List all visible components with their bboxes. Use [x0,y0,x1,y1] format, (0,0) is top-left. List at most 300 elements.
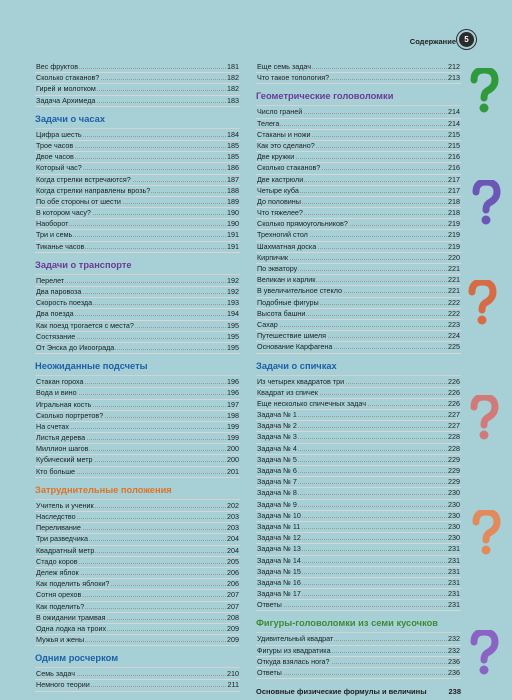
toc-entry [256,488,461,499]
toc-column-left [35,62,240,692]
question-mark-icon [468,630,500,676]
toc-entry [256,309,461,320]
toc-entry-page: 195 [227,320,239,330]
toc-entry-title: Удивительный квадрат [257,634,334,644]
toc-entry-page: 186 [227,163,239,173]
toc-entry-page: 231 [448,577,460,587]
toc-entry [35,455,240,466]
toc-entry-page: 231 [448,589,460,599]
toc-entry-page: 226 [448,387,460,397]
toc-entry-page: 190 [227,208,239,218]
dot-leader [256,326,447,327]
toc-entry [256,331,461,342]
toc-entry-page: 194 [227,309,239,319]
toc-entry-page: 230 [448,533,460,543]
section-heading: Задачи о спичках [256,360,337,371]
toc-entry-title: Ответы [257,600,282,610]
toc-entry [256,511,461,522]
toc-entry [35,602,240,613]
toc-column-right [256,62,461,696]
toc-entry [256,219,461,230]
toc-entry-title: Квадратный метр [36,545,95,555]
question-mark-dot [482,546,491,555]
toc-entry [256,163,461,174]
section-heading: Задачи о часах [35,113,105,124]
toc-entry-page: 217 [448,174,460,184]
toc-entry-title: Высота башни [257,308,306,318]
toc-entry [35,579,240,590]
toc-entry-title: Задача № 17 [257,589,301,599]
question-mark-icon [466,280,498,326]
toc-entry [35,512,240,523]
toc-entry [256,130,461,141]
toc-entry-page: 226 [448,398,460,408]
toc-entry-title: В котором часу? [36,208,91,218]
toc-entry-page: 221 [448,286,460,296]
toc-entry [35,680,240,691]
toc-entry-title: Кто больше [36,466,76,476]
toc-entry-page: 204 [227,534,239,544]
toc-entry-title: Великан и карлик [257,275,316,285]
toc-entry-title: Стадо коров [36,556,78,566]
toc-entry-title: Основание Карфагена [257,342,333,352]
toc-entry [256,432,461,443]
toc-entry-title: Что такое топология? [257,73,330,83]
toc-entry-title: Задача № 3 [257,432,297,442]
toc-entry [256,107,461,118]
toc-entry-title: Задача № 14 [257,555,301,565]
toc-entry [256,197,461,208]
toc-entry-page: 199 [227,421,239,431]
toc-entry-title: Сколько стаканов? [257,163,321,173]
toc-entry-page: 218 [448,208,460,218]
toc-entry-page: 188 [227,185,239,195]
section-heading: Неожиданные подсчеты [35,361,148,372]
toc-entry-page: 231 [448,555,460,565]
toc-entry-title: Задача Архимеда [36,95,96,105]
toc-entry-title: Число граней [257,107,303,117]
toc-entry [35,613,240,624]
toc-entry-title: Стаканы и ножи [257,129,311,139]
toc-entry-title: Сколько портретов? [36,410,104,420]
toc-entry-title: Миллион шагов [36,444,89,454]
toc-entry-page: 232 [448,645,460,655]
toc-entry [35,377,240,388]
toc-entry-page: 206 [227,567,239,577]
section-divider [35,274,240,275]
toc-entry-title: Сколько прямоугольников? [257,219,348,229]
toc-entry-title: Еще несколько спичечных задач [257,398,366,408]
toc-entry-title: Мужья и жены [36,635,85,645]
section-divider [256,632,461,633]
toc-entry-page: 231 [448,544,460,554]
toc-entry-page: 191 [227,241,239,251]
toc-entry [35,669,240,680]
toc-entry [256,556,461,567]
question-mark-icon [470,510,502,556]
section-divider [35,375,240,376]
toc-entry-page: 189 [227,196,239,206]
toc-entry-page: 196 [227,388,239,398]
toc-entry-title: Трехногий стол [257,230,308,240]
toc-entry-title: Который час? [36,163,82,173]
toc-entry-page: 230 [448,499,460,509]
toc-entry [256,466,461,477]
toc-entry [35,635,240,646]
toc-entry-title: Три разведчика [36,534,89,544]
toc-entry-page: 214 [448,118,460,128]
toc-entry-page: 209 [227,635,239,645]
toc-entry-title: По экватору [257,264,298,273]
page-header-title: Содержание [409,37,456,46]
toc-entry [35,590,240,601]
toc-entry [35,388,240,399]
toc-entry [35,400,240,411]
toc-entry-page: 228 [448,432,460,442]
toc-final-entry [256,687,461,696]
toc-entry-title: Что тяжелее? [257,208,303,218]
question-mark-shape [476,182,497,210]
toc-entry-page: 198 [227,410,239,420]
toc-entry-page: 227 [448,421,460,431]
toc-entry-title: Задача № 13 [257,544,301,554]
toc-entry [35,163,240,174]
toc-entry-title: До половины [257,196,301,206]
toc-entry-title: В увеличительное стекло [257,286,343,296]
toc-entry-page: 222 [448,297,460,307]
toc-entry [35,84,240,95]
toc-entry-title: Два паровоза [36,287,82,296]
toc-entry-title: Два поезда [36,309,74,319]
toc-entry-title: От Энска до Икоограда [36,342,115,352]
toc-entry [256,477,461,488]
toc-entry-title: Еще семь задач [257,62,311,71]
toc-entry-page: 229 [448,477,460,487]
toc-entry [256,286,461,297]
toc-entry-page: 203 [227,523,239,533]
toc-entry-title: На счетах [36,421,70,431]
toc-entry [35,422,240,433]
toc-entry [256,73,461,84]
toc-entry [35,197,240,208]
section-divider [256,375,461,376]
toc-entry [256,342,461,353]
toc-entry [256,657,461,668]
toc-entry-page: 230 [448,521,460,531]
toc-entry-page: 190 [227,219,239,229]
toc-entry-title: Сколько стаканов? [36,73,100,83]
toc-entry-page: 196 [227,377,239,387]
toc-entry [256,578,461,589]
toc-entry-title: Наследство [36,512,76,521]
toc-entry-title: Основные физические формулы и величины [256,687,427,697]
toc-entry [35,523,240,534]
toc-entry-page: 207 [227,601,239,611]
toc-entry [256,298,461,309]
toc-entry-title: Задача № 7 [257,477,297,487]
toc-entry [35,534,240,545]
toc-entry-title: Как поезд трогается с места? [36,320,134,330]
toc-entry-title: Четыре куба [257,185,299,195]
toc-entry [256,208,461,219]
toc-entry-page: 210 [227,669,239,679]
toc-entry-title: Семь задач [36,669,75,679]
toc-entry-page: 197 [227,399,239,409]
section-heading: Задачи о транспорте [35,259,132,270]
toc-entry-page: 187 [227,174,239,184]
toc-entry-page: 192 [227,275,239,285]
toc-entry-page: 182 [227,73,239,83]
toc-entry [35,96,240,107]
toc-entry [256,410,461,421]
toc-entry-title: Задача № 15 [257,566,301,576]
toc-entry-page: 229 [448,454,460,464]
toc-entry-page: 204 [227,545,239,555]
toc-entry-page: 211 [227,680,239,690]
section-heading: Затруднительные положения [35,484,172,495]
toc-entry-page: 221 [448,264,460,273]
toc-entry-title: Одна лодка на троих [36,623,107,633]
toc-entry-page: 223 [448,319,460,329]
toc-entry-page: 185 [227,152,239,162]
question-mark-icon [468,395,500,441]
toc-entry-title: Задача № 12 [257,533,301,543]
toc-entry-title: Учитель и ученик [36,500,94,510]
toc-entry-page: 201 [227,466,239,476]
toc-entry-page: 220 [448,252,460,262]
toc-entry [35,624,240,635]
toc-entry-title: Цифра шесть [36,129,82,139]
toc-entry [35,546,240,557]
toc-entry-title: Задача № 8 [257,488,297,498]
dot-leader [256,606,447,607]
toc-entry [35,141,240,152]
toc-entry [35,175,240,186]
question-mark-dot [480,431,489,440]
toc-entry-page: 214 [448,107,460,117]
toc-entry-title: Кубический метр [36,455,93,465]
toc-entry-title: Квадрат из спичек [257,387,318,397]
toc-entry-title: Задача № 6 [257,466,297,475]
toc-entry [256,388,461,399]
toc-entry [256,533,461,544]
question-mark-icon [468,68,500,114]
toc-entry [256,253,461,264]
toc-entry [256,242,461,253]
toc-entry-page: 203 [227,512,239,521]
toc-entry-title: Перелет [36,275,65,285]
toc-entry-page: 206 [227,579,239,589]
toc-entry [256,230,461,241]
toc-entry [35,444,240,455]
section-divider [256,105,461,106]
toc-entry-page: 217 [448,185,460,195]
toc-entry-title: Как это сделано? [257,140,315,150]
toc-entry-title: В ожидании трамвая [36,612,106,622]
toc-entry-page: 207 [227,590,239,600]
toc-entry [256,62,461,73]
toc-entry-title: Вода и вино [36,388,77,398]
toc-entry [35,208,240,219]
toc-entry-page: 216 [448,152,460,162]
toc-entry-title: Фигуры из квадратика [257,645,331,655]
toc-entry-title: Задача № 10 [257,510,301,520]
toc-entry [35,130,240,141]
toc-entry-page: 200 [227,444,239,454]
toc-entry [35,62,240,73]
toc-entry [256,399,461,410]
toc-entry-title: Тиканье часов [36,241,85,251]
toc-entry-page: 232 [448,634,460,644]
toc-entry-page: 230 [448,510,460,520]
toc-entry-page: 192 [227,287,239,296]
toc-entry [256,567,461,578]
toc-entry-page: 209 [227,623,239,633]
toc-entry-page: 195 [227,331,239,341]
toc-entry-page: 215 [448,129,460,139]
toc-entry-title: Наоборот [36,219,69,229]
toc-entry [256,600,461,611]
toc-entry-title: Задача № 4 [257,443,297,453]
toc-entry-page: 224 [448,331,460,341]
toc-entry-title: Как поделить? [36,601,85,611]
toc-entry-page: 216 [448,163,460,173]
toc-entry [35,73,240,84]
toc-entry-title: Сахар [257,319,278,329]
toc-entry [256,377,461,388]
toc-entry-page: 238 [448,687,461,697]
toc-entry [256,421,461,432]
toc-entry-title: Двое часов [36,152,74,162]
question-mark-shape [476,512,497,540]
toc-entry-title: Задача № 11 [257,521,301,531]
dot-leader [256,125,447,126]
toc-entry [256,500,461,511]
toc-entry-page: 202 [227,500,239,510]
dot-leader [256,674,447,675]
toc-entry [256,175,461,186]
toc-entry-page: 221 [448,275,460,285]
toc-entry-page: 193 [227,298,239,308]
toc-entry [35,219,240,230]
toc-entry [35,411,240,422]
toc-entry-page: 183 [227,95,239,105]
toc-entry [35,467,240,478]
toc-entry [256,522,461,533]
toc-entry [256,634,461,645]
toc-entry [256,455,461,466]
toc-entry-title: Откуда взялась нога? [257,656,330,666]
toc-entry-title: Ответы [257,668,282,677]
toc-entry-page: 219 [448,230,460,240]
toc-entry [35,321,240,332]
toc-entry-title: Путешествие шмеля [257,331,326,341]
toc-entry-title: Как поделить яблоки? [36,579,110,589]
toc-entry-page: 212 [448,62,460,71]
toc-entry-title: Шахматная доска [257,241,317,251]
toc-entry-title: Игральная кость [36,399,92,409]
toc-entry-title: Скорость поезда [36,298,93,308]
toc-entry-title: Задача № 1 [257,410,297,420]
toc-entry [35,343,240,354]
toc-entry [256,186,461,197]
toc-entry-title: Листья дерева [36,433,86,443]
toc-entry-title: Когда стрелки встречаются? [36,174,131,184]
toc-entry-title: Задача № 5 [257,454,297,464]
toc-entry [256,152,461,163]
section-divider [35,128,240,129]
toc-entry-page: 184 [227,129,239,139]
toc-entry [256,668,461,679]
toc-entry-page: 218 [448,196,460,206]
toc-entry-page: 228 [448,443,460,453]
toc-entry [35,433,240,444]
toc-entry-page: 225 [448,342,460,352]
toc-entry [256,275,461,286]
question-mark-shape [474,70,495,98]
toc-entry-title: Задача № 2 [257,421,297,431]
toc-entry [35,557,240,568]
toc-entry-title: Когда стрелки направлены врозь? [36,185,151,195]
toc-entry-title: Две кастрюли [257,174,304,184]
toc-entry [35,186,240,197]
toc-entry-page: 213 [448,73,460,83]
question-mark-dot [480,666,489,675]
toc-entry-title: Состязание [36,331,76,341]
toc-entry-title: Подобные фигуры [257,297,319,307]
toc-entry-title: Переливание [36,523,81,533]
page-number-badge: 5 [459,32,474,47]
toc-entry [35,568,240,579]
section-heading: Фигуры-головоломки из семи кусочков [256,618,438,629]
question-mark-dot [480,104,489,113]
toc-entry [35,242,240,253]
toc-entry-page: 185 [227,140,239,150]
toc-entry-page: 182 [227,84,239,94]
toc-entry-page: 191 [227,230,239,240]
toc-entry [256,141,461,152]
toc-entry [256,444,461,455]
toc-entry-title: Сотня орехов [36,590,82,600]
toc-entry [35,298,240,309]
toc-entry [35,501,240,512]
toc-entry [256,589,461,600]
toc-entry [35,152,240,163]
toc-entry-page: 229 [448,466,460,475]
toc-entry-title: Из четырех квадратов три [257,376,345,386]
toc-entry [35,332,240,343]
toc-entry [35,287,240,298]
toc-entry-page: 231 [448,600,460,610]
toc-entry-title: Гирей и молотком [36,84,96,94]
section-divider [35,499,240,500]
toc-entry-page: 200 [227,455,239,465]
toc-entry-page: 222 [448,308,460,318]
toc-entry-page: 219 [448,241,460,251]
toc-entry-title: Задача № 16 [257,577,301,587]
toc-entry-title: По обе стороны от шести [36,196,121,206]
toc-entry-title: Стакан гороха [36,377,84,387]
toc-entry-page: 205 [227,556,239,566]
section-divider [35,667,240,668]
toc-entry-title: Задача № 9 [257,499,297,509]
toc-entry [35,309,240,320]
toc-entry [256,320,461,331]
toc-entry-page: 236 [448,668,460,677]
toc-entry-page: 236 [448,656,460,666]
section-heading: Геометрические головоломки [256,91,394,102]
question-mark-shape [474,632,495,660]
